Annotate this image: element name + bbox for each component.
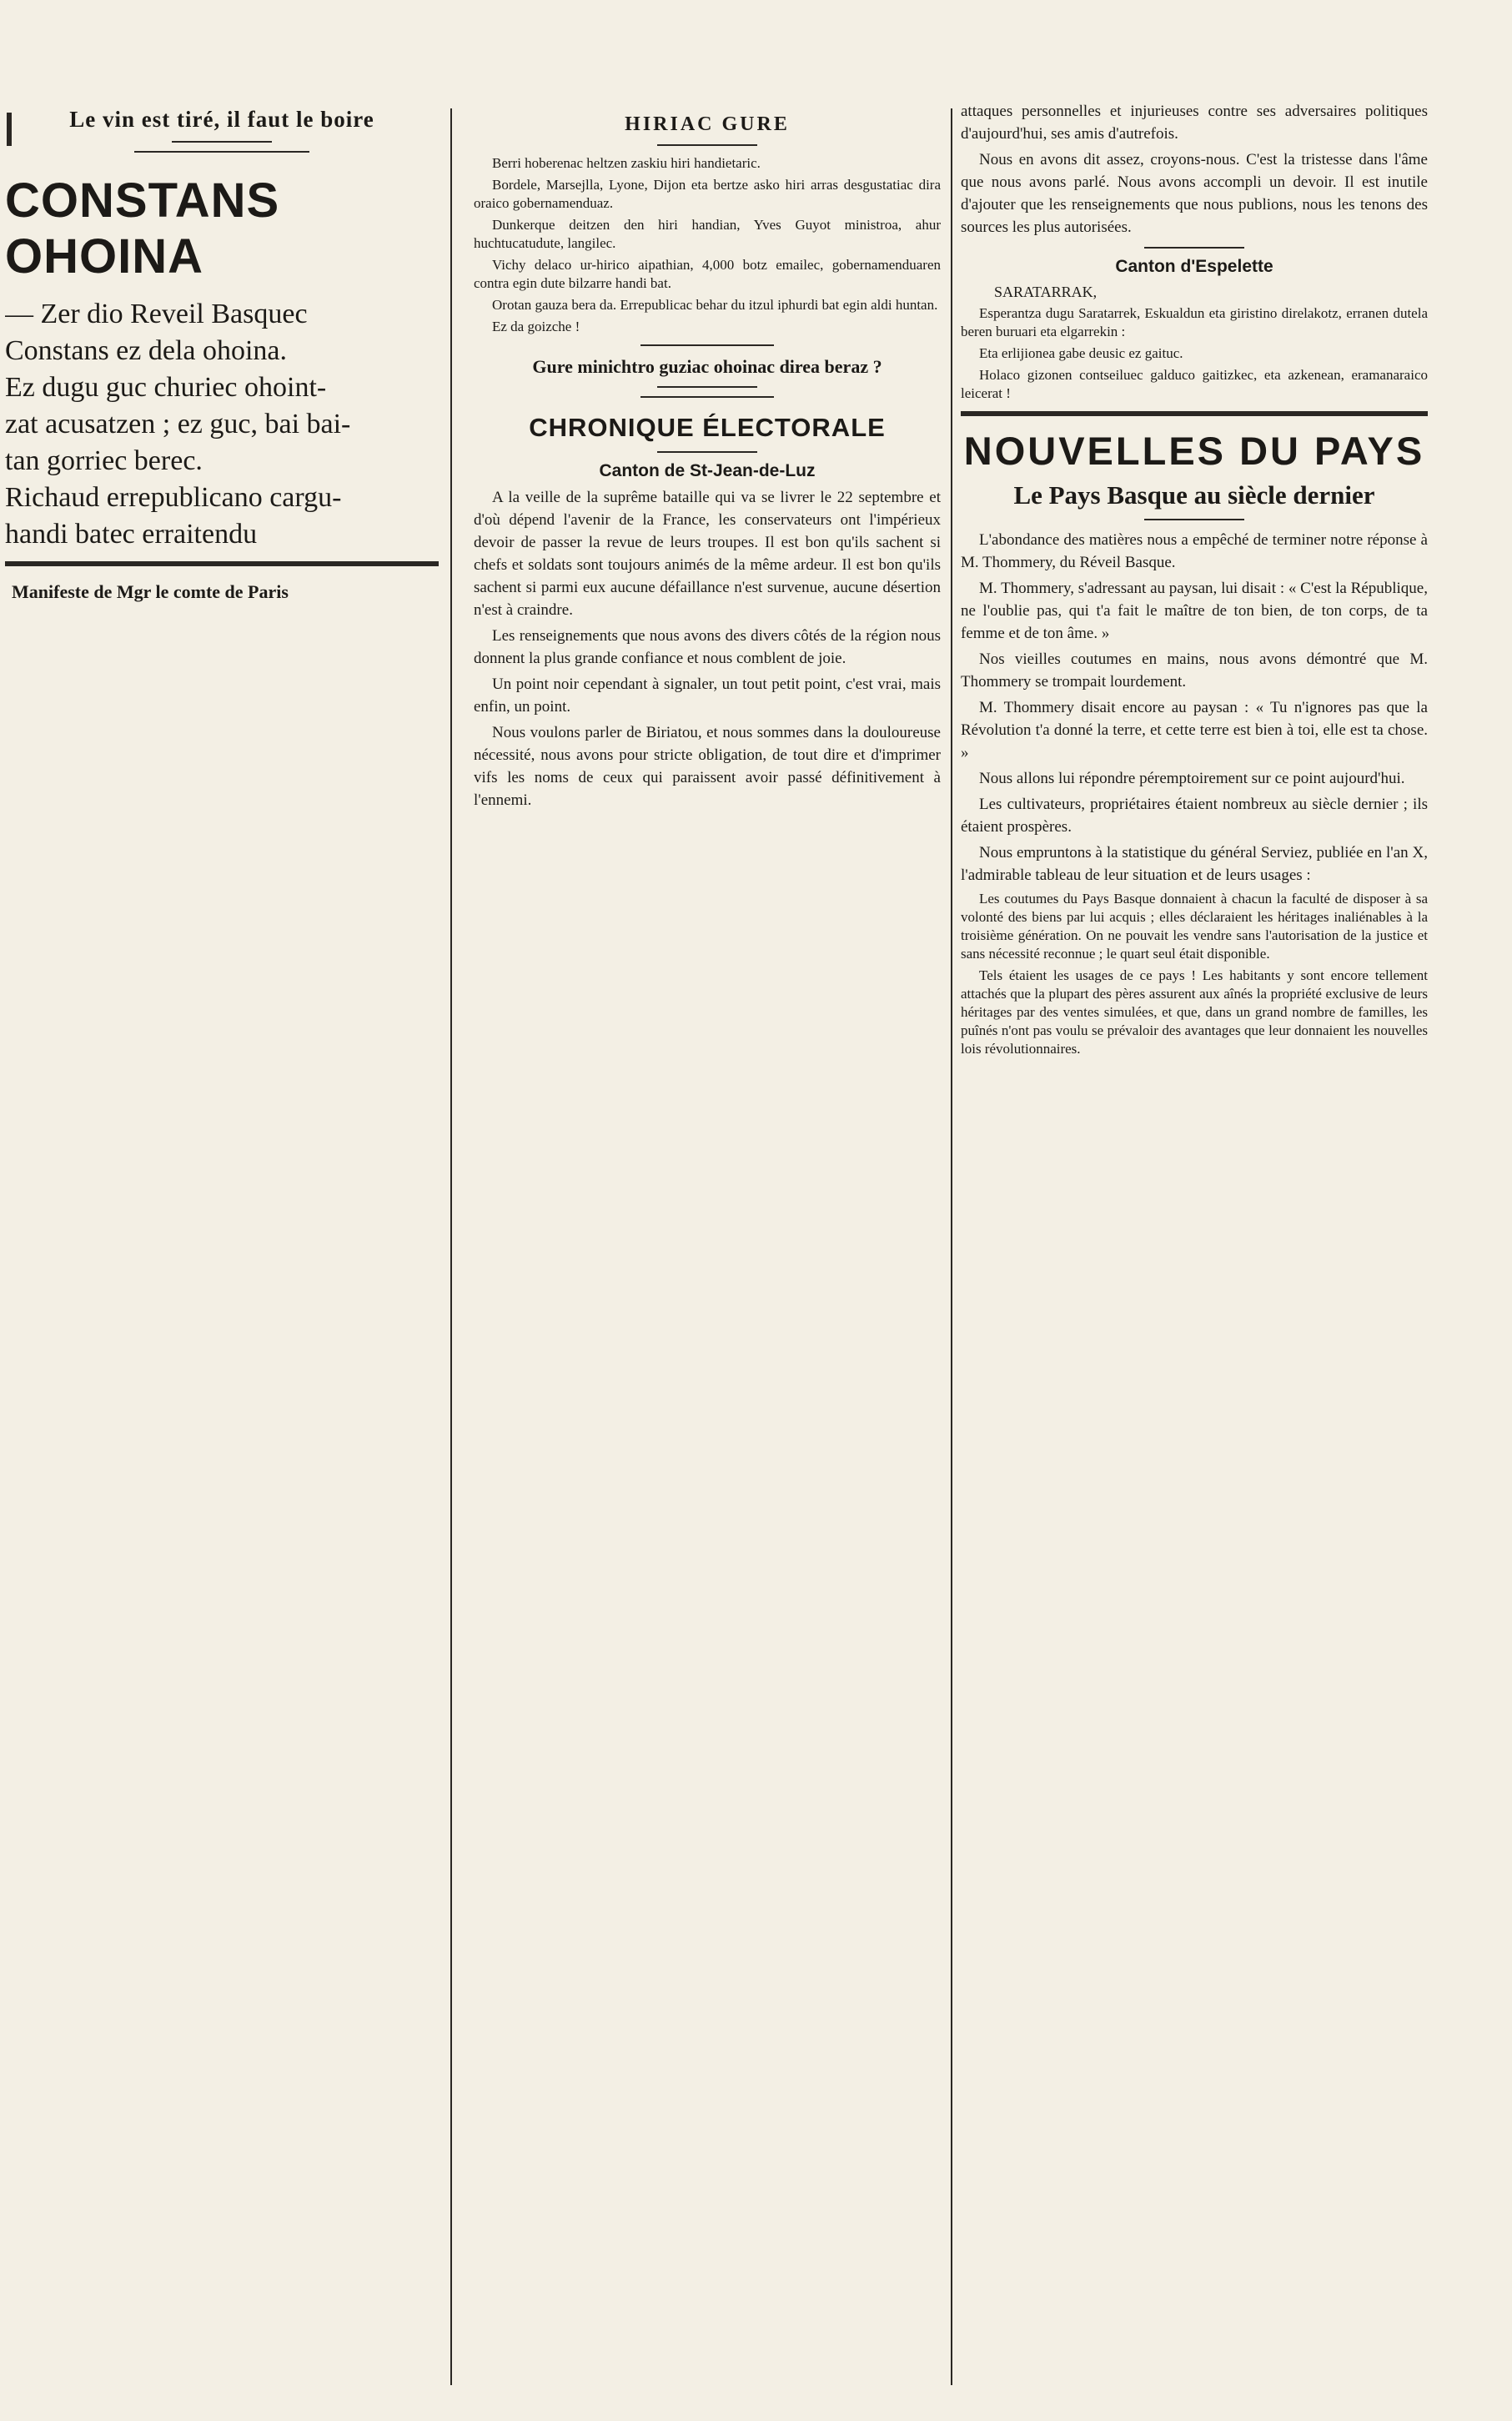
espelette-body xyxy=(961,304,1428,403)
paragraph: Nos vieilles coutumes en mains, nous avons démontré que M. Thommery se trompait lourdement. xyxy=(961,650,1428,691)
column-3 xyxy=(961,100,1428,2385)
paragraph: Nous allons lui répondre péremptoirement sur ce point aujourd'hui. xyxy=(979,770,1405,787)
signature-saratarrak: SARATARRAK, xyxy=(994,284,1098,300)
article-title-vin: Le vin est tiré, il faut le boire xyxy=(69,107,374,132)
paragraph: tan gorriec berec. xyxy=(5,445,203,476)
section-title-espelette: Canton d'Espelette xyxy=(1115,257,1273,276)
article-title-constans: CONSTANS OHOINA xyxy=(5,173,280,284)
paragraph: zat acusatzen ; ez guc, bai bai- xyxy=(5,409,351,439)
section-title-nouvelles: NOUVELLES DU PAYS xyxy=(963,429,1425,473)
paragraph: Les cultivateurs, propriétaires étaient nombreux au siècle dernier ; ils étaient prospères. xyxy=(961,796,1428,836)
paragraph: Orotan gauza bera da. Errepublicac behar du itzul iphurdi bat egin aldi huntan. xyxy=(492,297,938,313)
paragraph: M. Thommery disait encore au paysan : « Tu n'ignores pas que la Révolution t'a donné la terre, et cette terre est bien à toi, elle est ta chose. » xyxy=(961,699,1428,761)
paragraph: handi batec erraitendu xyxy=(5,519,258,550)
paragraph: — Zer dio Reveil Basquec xyxy=(5,299,308,329)
article-title-manifeste: Manifeste de Mgr le comte de Paris xyxy=(12,581,289,602)
paragraph: L'abondance des matières nous a empêché de terminer notre réponse à M. Thommery, du Réveil Basque. xyxy=(961,531,1428,571)
article-title-hiriac: HIRIAC GURE xyxy=(625,113,790,135)
paragraph: Eta erlijionea gabe deusic ez gaituc. xyxy=(979,345,1183,361)
divider xyxy=(961,411,1428,416)
paragraph: Les renseignements que nous avons des divers côtés de la région nous donnent la plus grande confiance et nous comblent de joie. xyxy=(474,627,941,667)
article-title-gure: Gure minichtro guziac ohoinac direa beraz ? xyxy=(532,356,882,377)
paragraph: Berri hoberenac heltzen zaskiu hiri handietaric. xyxy=(492,155,761,171)
constans-body xyxy=(5,296,439,553)
section-title-st-jean: Canton de St-Jean-de-Luz xyxy=(599,461,816,480)
paragraph: Nous en avons dit assez, croyons-nous. C'est la tristesse dans l'âme que nous avons parlé. Nous avons accompli un devoir. Il est inutile d'ajouter que les renseignements que nous publions, nous les tenons des sources les plus autorisées. xyxy=(961,151,1428,236)
column-2 xyxy=(474,100,941,2385)
divider xyxy=(1144,247,1244,249)
pays-basque-body xyxy=(961,529,1428,887)
chronique-body xyxy=(474,486,941,811)
article-title-pays-basque: Le Pays Basque au siècle dernier xyxy=(1013,480,1375,510)
pays-basque-quote xyxy=(961,890,1428,1058)
paragraph: A la veille de la suprême bataille qui va se livrer le 22 septembre et d'où dépend l'avenir de la France, les conservateurs ont l'impérieux devoir de passer la revue de leurs troupes. Il est bon qu'ils sachent si chefs et soldats sont toujours animés de la même ardeur. Il est bon qu'ils sachent si parmi eux aucune défaillance n'est survenue, aucune désertion n'est à craindre. xyxy=(474,489,941,619)
paragraph: Esperantza dugu Saratarrek, Eskualdun eta giristino direlakotz, erranen dutela beren buruari eta elgarrekin : xyxy=(961,305,1428,339)
paragraph: Nous voulons parler de Biriatou, et nous sommes dans la douloureuse nécessité, nous avons pour stricte obligation, de tout dire et d'imprimer vifs les noms de ceux qui paraissent avoir passé définitivement à l'ennemi. xyxy=(474,724,941,809)
column-1 xyxy=(5,100,439,2385)
paragraph: Ez da goizche ! xyxy=(492,319,580,334)
divider xyxy=(172,141,272,143)
divider xyxy=(5,561,439,566)
column-rule-right xyxy=(951,108,952,2385)
divider xyxy=(134,151,309,153)
article-title-chronique: CHRONIQUE ÉLECTORALE xyxy=(529,413,886,442)
hiriac-body xyxy=(474,154,941,336)
divider xyxy=(640,396,774,398)
paragraph: Les coutumes du Pays Basque donnaient à chacun la faculté de disposer à sa volonté des biens par lui acquis ; elles déclaraient les héritages inaliénables à la troisième génération. On ne pouvait les vendre sans l'autorisation de la justice et sans nécessité reconnue ; le quart seul était disponible. xyxy=(961,891,1428,962)
paragraph: Vichy delaco ur-hirico aipathian, 4,000 botz emailec, gobernamenduaren contra egin dute bilzarre handi bat. xyxy=(474,257,941,291)
paragraph: Tels étaient les usages de ce pays ! Les habitants y sont encore tellement attachés que la plupart des pères assurent aux aînés la propriété exclusive de leurs héritages par des ventes simulées, et que, dans un grand nombre de familles, les puînés n'ont pas voulu se prévaloir des avantages que leur donnaient les nouvelles lois révolutionnaires. xyxy=(961,967,1428,1057)
electoral-continued-body xyxy=(961,148,1428,239)
divider xyxy=(1144,519,1244,520)
paragraph: Ez dugu guc churiec ohoint- xyxy=(5,372,327,403)
paragraph: Constans ez dela ohoina. xyxy=(5,335,288,366)
column-rule-left xyxy=(450,108,452,2385)
divider xyxy=(657,451,757,453)
continued-paragraph: attaques personnelles et injurieuses contre ses adversaires politiques d'aujourd'hui, ses amis d'autrefois. xyxy=(961,103,1428,143)
divider xyxy=(640,344,774,346)
paragraph: Holaco gizonen contseiluec galduco gaitizkec, eta azkenean, eramanaraico leicerat ! xyxy=(961,367,1428,401)
paragraph: Richaud errepublicano cargu- xyxy=(5,482,342,513)
paragraph: Un point noir cependant à signaler, un tout petit point, c'est vrai, mais enfin, un point. xyxy=(474,676,941,716)
paragraph: M. Thommery, s'adressant au paysan, lui disait : « C'est la République, ne l'oublie pas, qui t'a fait le maître de ton bien, de ton corps, de ta femme et de ton âme. » xyxy=(961,580,1428,642)
paragraph: Bordele, Marsejlla, Lyone, Dijon eta bertze asko hiri arras desgustatiac dira oraico gobernamenduaz. xyxy=(474,177,941,211)
paragraph: Dunkerque deitzen den hiri handian, Yves Guyot ministroa, ahur huchtucatudute, langilec. xyxy=(474,217,941,251)
divider xyxy=(657,144,757,146)
paragraph: Nous empruntons à la statistique du général Serviez, publiée en l'an X, l'admirable tableau de leur situation et de leurs usages : xyxy=(961,844,1428,884)
divider xyxy=(657,386,757,388)
